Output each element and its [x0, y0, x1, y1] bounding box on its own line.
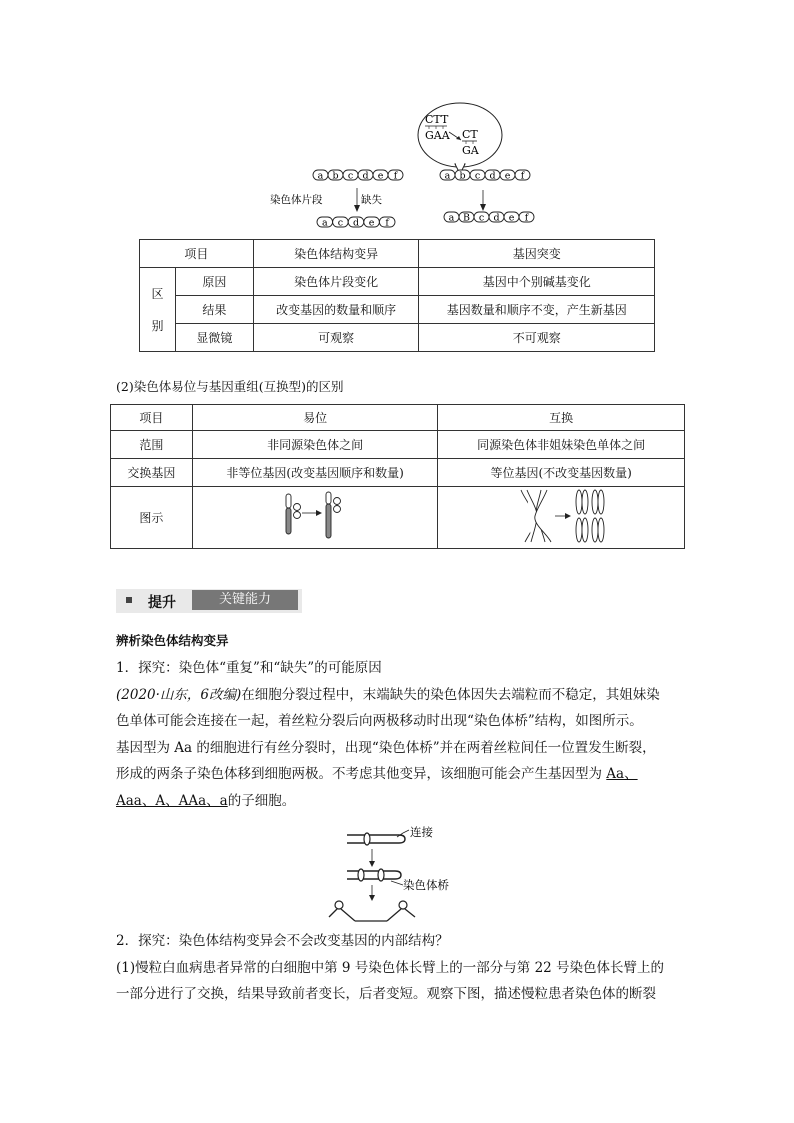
question-2: [116, 928, 682, 1008]
crossover-figure: [515, 488, 607, 544]
gene-label: a: [317, 170, 324, 182]
gene-label: B: [463, 212, 470, 224]
group-label-char: 区: [151, 286, 164, 301]
q1-title: 1．探究：染色体“重复”和“缺失”的可能原因: [116, 660, 382, 676]
t1-row-label: 原因: [175, 268, 253, 296]
gene-label: f: [393, 170, 398, 182]
chromosome-left-original: [313, 170, 403, 182]
seq1-bottom: GAA: [425, 129, 450, 142]
section-title: 关键能力: [192, 590, 298, 610]
chromosome-left-deleted: [317, 217, 395, 229]
q1-line-3: 基因型为 Aa 的细胞进行有丝分裂时，出现“染色体桥”并在两着丝粒间任一位置发生断裂，: [116, 739, 656, 756]
q1-text-1: 在细胞分裂过程中，末端缺失的染色体因失去端粒而不稳定，其姐妹染: [241, 686, 660, 703]
q1-line-5: [116, 788, 682, 815]
t1-cell: 改变基因的数量和顺序: [253, 296, 419, 324]
chromosome-right-original: [440, 170, 530, 182]
q2-title: 2．探究：染色体结构变异会不会改变基因的内部结构？: [116, 933, 449, 949]
q1-text-5: 的子细胞。: [227, 792, 296, 809]
t2-header-translocation: 易位: [192, 405, 438, 431]
translocation-figure: [280, 490, 350, 542]
gene-label: a: [321, 217, 328, 229]
section-tag: 提升: [148, 595, 176, 611]
gene-label: e: [508, 212, 515, 224]
t1-row-label: 结果: [175, 296, 253, 324]
deletion-label-2: 缺失: [361, 194, 382, 206]
table2-caption: (2)染色体易位与基因重组(互换型)的区别: [116, 379, 344, 394]
gene-label: c: [474, 170, 481, 182]
gene-label: c: [337, 217, 344, 229]
t1-group-label: [140, 268, 176, 352]
gene-label: e: [504, 170, 511, 182]
comparison-table-2: [110, 404, 685, 549]
heading-structural-variation: 辨析染色体结构变异: [116, 633, 229, 648]
gene-label: d: [493, 212, 500, 224]
t1-header-item: 项目: [140, 240, 254, 268]
q1-source: (2020·山东，6改编): [116, 686, 242, 703]
gene-label: b: [459, 170, 466, 182]
t2-row-label: 范围: [111, 431, 193, 459]
gene-label: f: [385, 217, 389, 229]
gene-label: c: [347, 170, 354, 182]
translocation-figure-cell: [192, 487, 438, 549]
label-bridge: 染色体桥: [403, 878, 449, 892]
t2-row-label: 交换基因: [111, 459, 193, 487]
gene-label: d: [362, 170, 369, 182]
q1-line-1: [116, 682, 682, 709]
t2-row-label: 图示: [111, 487, 193, 549]
gene-label: f: [524, 212, 529, 224]
t2-cell: 等位基因(不改变基因数量): [438, 459, 685, 487]
q1-line-2: 色单体可能会连接在一起，着丝粒分裂后向两极移动时出现“染色体桥”结构，如图所示。: [116, 713, 643, 729]
gene-label: a: [448, 212, 455, 224]
t1-header-gene-mutation: 基因突变: [419, 240, 655, 268]
q1-answer-a: Aa、: [606, 766, 638, 782]
chromosome-bridge-figure: [325, 825, 495, 925]
t1-cell: 可观察: [253, 324, 419, 352]
gene-label: e: [368, 217, 375, 229]
t2-cell: 非同源染色体之间: [192, 431, 438, 459]
square-bullet-icon: [126, 597, 132, 603]
seq2-top: CT: [462, 128, 478, 141]
gene-label: f: [520, 170, 525, 182]
t1-cell: 基因中个别碱基变化: [419, 268, 655, 296]
t2-cell: 非等位基因(改变基因顺序和数量): [192, 459, 438, 487]
question-1: [116, 655, 682, 814]
gene-label: b: [332, 170, 339, 182]
q2-line-1: (1)慢粒白血病患者异常的白细胞中第 9 号染色体长臂上的一部分与第 22 号染色体长臂上的: [116, 959, 665, 976]
t1-row-label: 显微镜: [175, 324, 253, 352]
t2-header-crossover: 互换: [438, 405, 685, 431]
group-label-char: 别: [151, 318, 164, 333]
t1-cell: 基因数量和顺序不变，产生新基因: [419, 296, 655, 324]
gene-label: c: [478, 212, 485, 224]
seq1-top: CTT: [425, 113, 449, 126]
label-connect: 连接: [410, 825, 433, 839]
seq2-bottom: GA: [462, 144, 479, 157]
q2-line-2: 一部分进行了交换，结果导致前者变长，后者变短。观察下图，描述慢粒患者染色体的断裂: [116, 986, 656, 1002]
t1-cell: 不可观察: [419, 324, 655, 352]
t2-cell: 同源染色体非姐妹染色单体之间: [438, 431, 685, 459]
t2-header-item: 项目: [111, 405, 193, 431]
chromosome-mutation-diagram: [255, 100, 555, 235]
crossover-figure-cell: [438, 487, 685, 549]
comparison-table-1: [139, 239, 655, 352]
q1-answer-b: Aaa、A、AAa、a: [116, 792, 228, 809]
t1-header-structural: 染色体结构变异: [253, 240, 419, 268]
gene-label: e: [377, 170, 384, 182]
chromosome-right-mutated: [444, 212, 534, 224]
q1-text-4: 形成的两条子染色体移到细胞两极。不考虑其他变异，该细胞可能会产生基因型为: [116, 766, 607, 782]
gene-label: d: [352, 217, 360, 229]
deletion-label: 染色体片段: [270, 194, 323, 206]
q1-line-4: [116, 761, 682, 788]
gene-label: a: [444, 170, 451, 182]
gene-label: d: [489, 170, 496, 182]
t1-cell: 染色体片段变化: [253, 268, 419, 296]
